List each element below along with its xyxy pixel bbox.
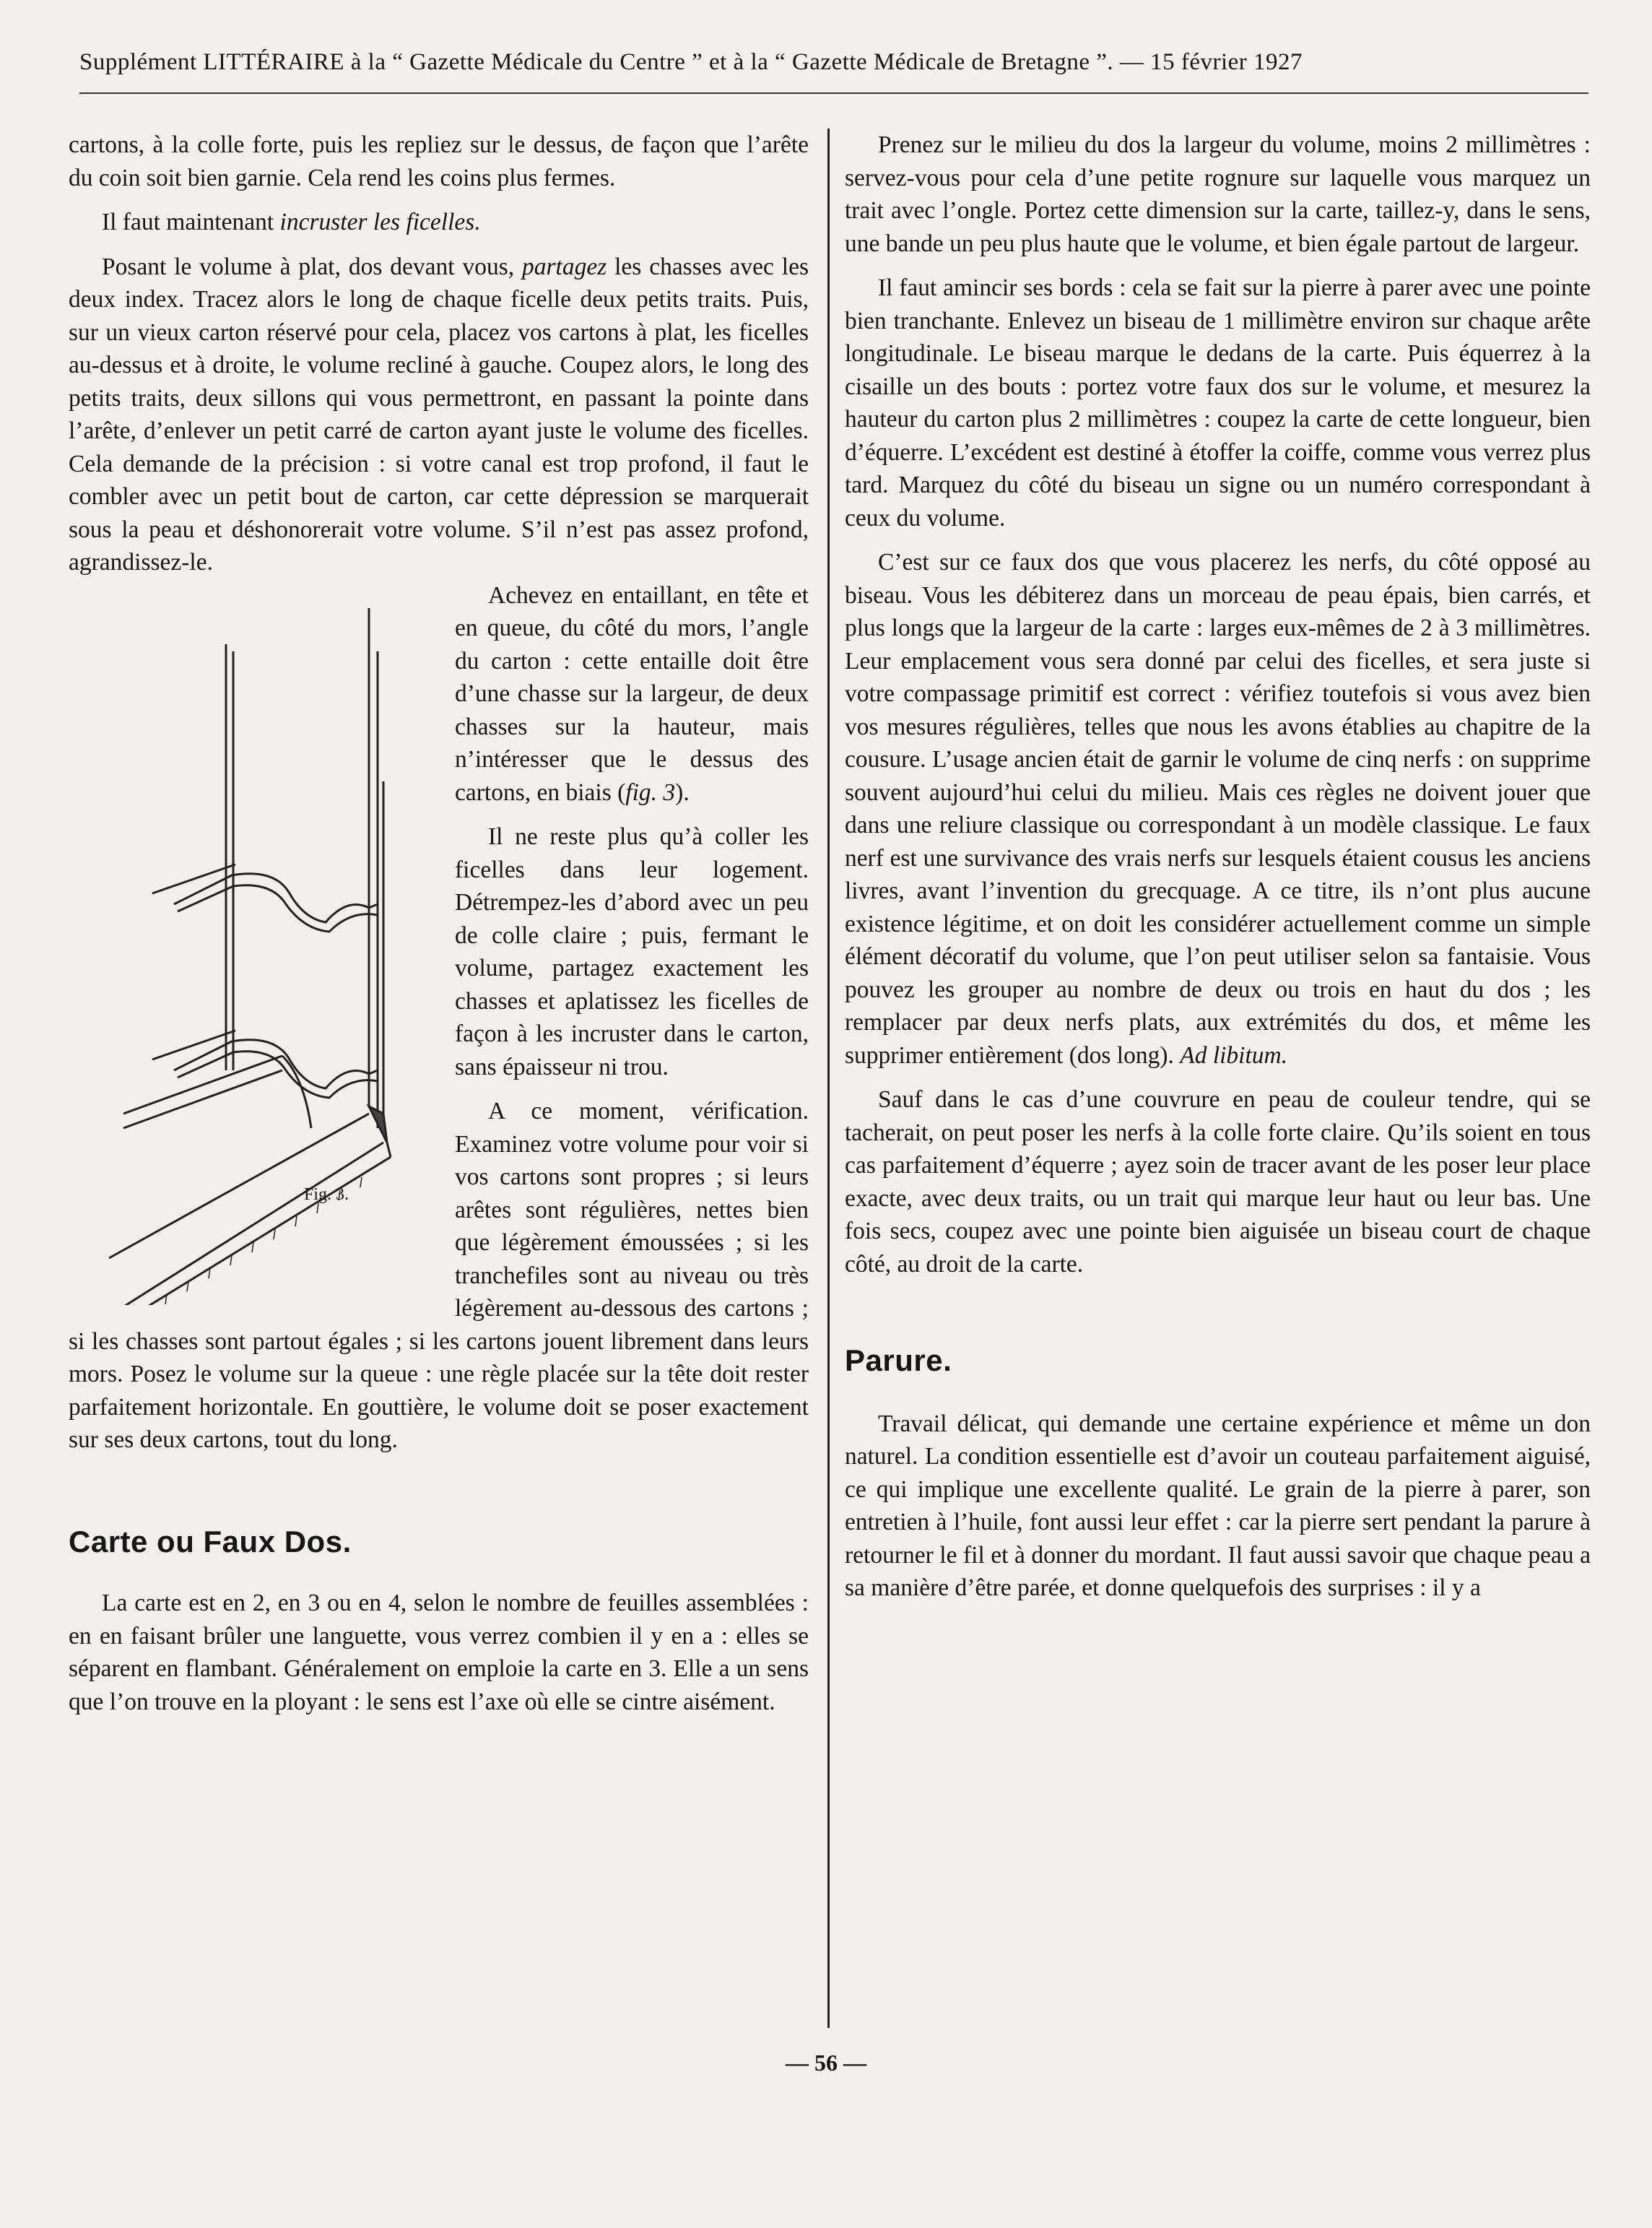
left-column [69, 129, 809, 1730]
paragraph: Il faut amincir ses bords : cela se fait sur la pierre à parer avec une pointe bien tranchante. Enlevez un biseau de 1 millimètre environ sur chaque arête longitudinale. Le biseau marque le dedans de la carte. Puis équerrez à la cisaille un des bouts : portez votre faux dos sur le volume, et mesurez la hauteur du carton plus 2 millimètres : coupez la carte de cette longueur, bien d’équerre. L’excédent est destiné à étoffer la coiffe, comme vous verrez plus tard. Marquez du côté du biseau un signe ou un numéro correspondant à ceux du volume. [845, 274, 1591, 532]
paragraph [69, 206, 809, 239]
italic-text: fig. 3 [625, 779, 676, 806]
paragraph: Prenez sur le milieu du dos la largeur du volume, moins 2 millimètres : servez-vous pour cela d’une petite rognure sur laquelle vous marquez un trait avec l’ongle. Portez cette dimension sur la carte, taillez-y, dans le sens, une bande un peu plus haute que le volume, et bien égale partout de largeur. [845, 131, 1591, 257]
italic-text: partagez [521, 253, 607, 280]
paragraph: Sauf dans le cas d’une couvrure en peau de couleur tendre, qui se tacherait, on peut poser les nerfs à la colle forte claire. Qu’ils soient en tous cas parfaitement d’équerre ; ayez soin de tracer avant de les poser leur place exacte, avec deux traits, ou un trait qui marque leur haut ou leur bas. Une fois secs, coupez avec une pointe bien aiguisée un biseau court de chaque côté, au droit de la carte. [845, 1086, 1591, 1278]
paragraph: La carte est en 2, en 3 ou en 4, selon le nombre de feuilles assemblées : en en faisant brûler une languette, vous verrez combien il y en a : elles se séparent en flambant. Généralement on emploie la carte en 3. Elle a un sens que l’on trouve en la ployant : le sens est l’axe où elle se cintre aisément. [69, 1590, 809, 1715]
paragraph-text: Achevez en entaillant, en tête et en queue, du côté du mors, l’angle du carton : cette entaille doit être d’une chasse sur la largeur, de deux chasses sur la hauteur, mais n’intéresser que le dessus des cartons, en biais ( [455, 581, 809, 806]
page-number: — 56 — [786, 2050, 866, 2076]
paragraph [69, 251, 809, 579]
section-heading: Parure. [845, 1343, 952, 1377]
paragraph: A ce moment, vérification. Examinez votre volume pour voir si vos cartons sont propres ; si leurs arêtes sont régulières, nettes bien que légèrement émoussées ; si les tranchefiles sont au niveau ou très légèrement au-dessous des cartons ; si les chasses sont partout égales ; si les cartons jouent librement dans leurs mors. Posez le volume sur la queue : une règle placée sur la tête doit rester parfaitement horizontale. En gouttière, le volume doit se poser exactement sur ses deux cartons, tout du long. [69, 1098, 809, 1453]
italic-text: incruster les ficelles. [279, 209, 481, 235]
paragraph-text: C’est sur ce faux dos que vous placerez les nerfs, du côté opposé au biseau. Vous les débiterez dans un morceau de peau épais, bien carrés, et plus longs que la largeur de la carte : larges eux-mêmes de 2 à 3 millimètres. Leur emplacement vous sera donné par celui des ficelles, et sera juste si votre compassage primitif est correct : vérifiez toutefois si vous avez bien vos mesures régulières, telles que nous les avons établies au chapitre de la cousure. L’usage ancien était de garnir le volume de cinq nerfs : on supprime souvent aujourd’hui celui du milieu. Mais ces règles ne doivent jouer que dans une reliure classique ou correspondant à un modèle classique. Le faux nerf est une survivance des vrais nerfs sur lesquels étaient cousus les anciens livres, avant l’invention du grecquage. A ce titre, ils n’ont plus aucune existence légitime, et on doit les considérer actuellement comme un simple élément décoratif du volume, que l’on peut utiliser selon sa fantaisie. Vous pouvez les grouper au nombre de deux ou trois en haut du dos ; les remplacer par deux nerfs plats, aux extrémités du dos, et même les supprimer entièrement (dos long). [845, 549, 1591, 1069]
header-rule [79, 92, 1588, 94]
figure-3 [66, 579, 445, 1305]
paragraph: cartons, à la colle forte, puis les repliez sur le dessus, de façon que l’arête du coin soit bien garnie. Cela rend les coins plus fermes. [69, 131, 809, 191]
figure-caption: Fig. 3. [304, 1184, 349, 1204]
column-divider [827, 129, 830, 2028]
section-heading: Carte ou Faux Dos. [69, 1524, 352, 1559]
paragraph-text: ). [675, 779, 690, 806]
right-column [845, 129, 1591, 1616]
paragraph [845, 546, 1591, 1072]
paragraph-text: Il faut maintenant [102, 209, 280, 235]
paragraph: Il ne reste plus qu’à coller les ficelles dans leur logement. Détrempez-les d’abord avec un peu de colle claire ; puis, fermant le volume, partagez exactement les chasses et aplatissez les ficelles de façon à les incruster dans le carton, sans épaisseur ni trou. [455, 823, 809, 1080]
paragraph: Travail délicat, qui demande une certaine expérience et même un don naturel. La condition essentielle est d’avoir un couteau parfaitement aiguisé, ce qui implique une excellente qualité. Le grain de la pierre à parer, son entretien à l’huile, font aussi leur effet : car la pierre sert pendant la parure à retourner le fil et à donner du mordant. Il faut aussi savoir que chaque peau a sa manière d’être parée, et donne quelquefois des surprises : il y a [845, 1410, 1591, 1601]
paragraph-text: les chasses avec les deux index. Tracez alors le long de chaque ficelle deux petits traits. Puis, sur un vieux carton réservé pour cela, placez vos cartons à plat, les ficelles au-dessus et à droite, le volume recliné à gauche. Coupez alors, le long des petits traits, deux sillons qui vous permettront, en passant la pointe dans l’arête, d’enlever un petit carré de carton ayant juste le volume des ficelles. Cela demande de la précision : si votre canal est trop profond, il faut le combler avec un petit bout de carton, car cette dépression se marquerait sous la peau et déshonorerait votre volume. S’il n’est pas assez profond, agrandissez-le. [69, 253, 809, 576]
running-header [79, 49, 1588, 76]
italic-text: Ad libitum. [1180, 1041, 1288, 1069]
header-text: Supplément LITTÉRAIRE à la “ Gazette Médicale du Centre ” et à la “ Gazette Médicale de Bretagne ”. — 15 février 1927 [79, 49, 1303, 75]
binding-diagram [66, 579, 445, 1305]
paragraph-text: Posant le volume à plat, dos devant vous, [102, 253, 522, 280]
